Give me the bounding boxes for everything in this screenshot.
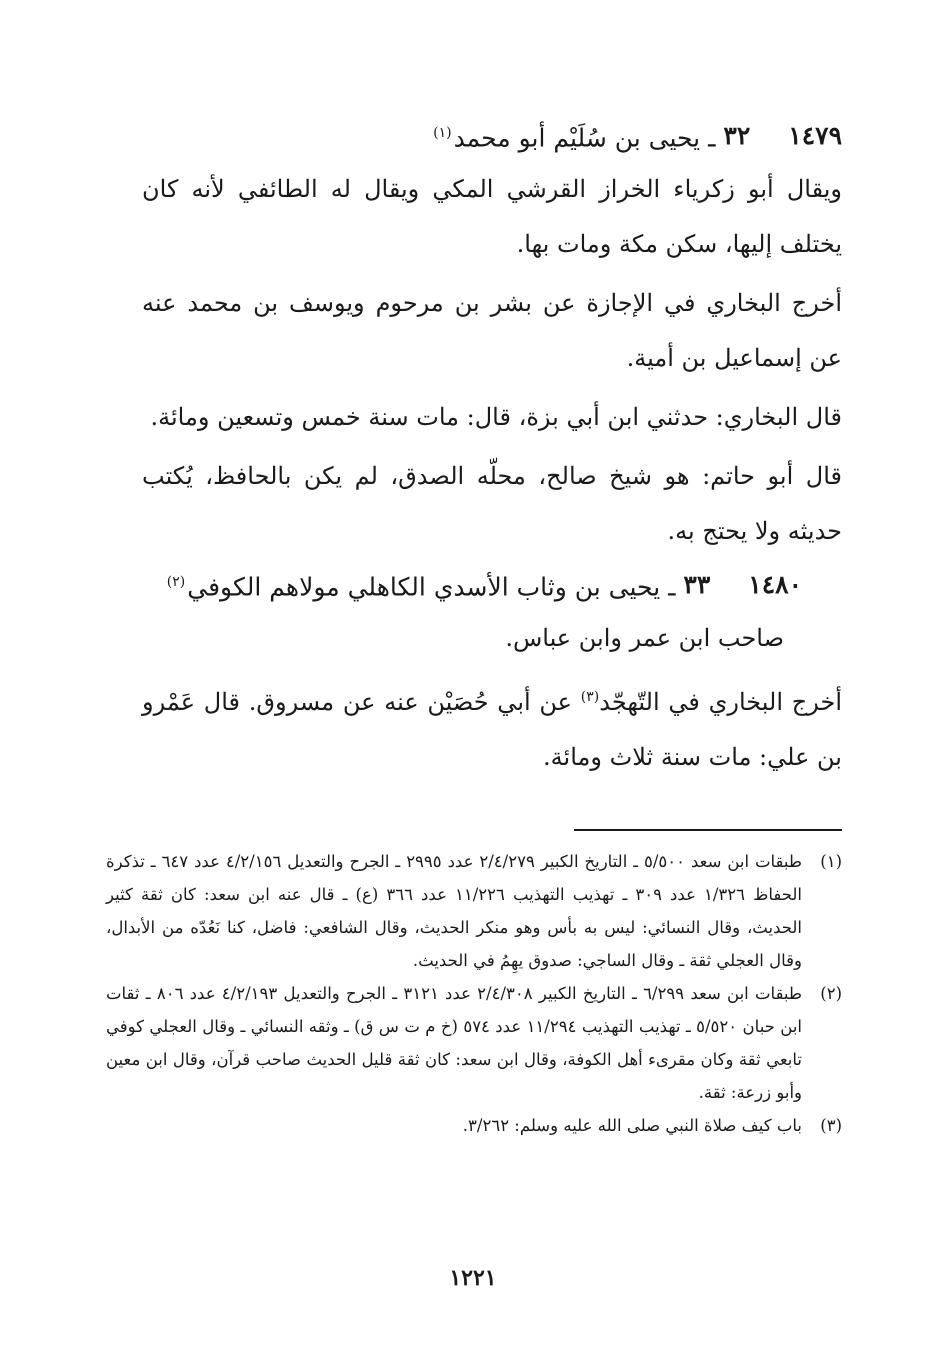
footnote-text: طبقات ابن سعد ٦/٢٩٩ ـ التاريخ الكبير ٢/٤/٣٠٨ عدد ٣١٢١ ـ الجرح والتعديل ٤/٢/١٩٣ عدد ٨٠٦ ـ ثقات ابن حبان ٥/٥٢٠ ـ تهذيب التهذيب ١١/٢٩٤ عدد ٥٧٤ (خ م ت س ق) ـ وثقه النسائي ـ وقال العجلي كوفي تابعي ثقة وكان مقرىء أهل الكوفة، وقال ابن سعد: كان ثقة قليل الحديث صاحب قرآن، وقال ابن معين وأبو زرعة: ثقة. [106,984,803,1102]
paragraph [142,670,842,785]
paragraph: قال أبو حاتم: هو شيخ صالح، محلّه الصدق، لم يكن بالحافظ، يُكتب حديثه ولا يحتج به. [142,462,842,545]
page-number: ١٢٢١ [449,1265,497,1291]
footnote-ref: (١) [433,125,452,142]
entry-local-number: ٣٢ [723,121,751,150]
footnote-mark: (٣) [820,1116,842,1135]
entry-local-number: ٣٣ [683,570,711,599]
paragraph: أخرج البخاري في الإجازة عن بشر بن مرحوم ويوسف بن محمد عنه عن إسماعيل بن أمية. [142,289,842,372]
footnote-divider [574,829,842,831]
entry-subtitle: صاحب ابن عمر وابن عباس. [505,624,784,652]
footnote-mark: (١) [820,852,842,871]
entry-global-number: ١٤٧٩ [788,121,842,150]
entry-heading [142,559,842,611]
paragraph-text: عن أبي حُصَيْن عنه عن مسروق. قال عَمْرو بن علي: مات سنة ثلاث ومائة. [142,688,842,771]
footnote-text: طبقات ابن سعد ٥/٥٠٠ ـ التاريخ الكبير ٢/٤/٢٧٩ عدد ٢٩٩٥ ـ الجرح والتعديل ٤/٢/١٥٦ عدد ٦٤٧ ـ تذكرة الحفاظ ١/٣٢٦ عدد ٣٠٩ ـ تهذيب التهذيب ١١/٢٢٦ عدد ٣٦٦ (ع) ـ قال عنه ابن سعد: كان ثقة كثير الحديث، وقال النسائي: ليس به بأس وهو منكر الحديث، وقال الشافعي: فاضل، كنا نَعُدّه من الأبدال، وقال العجلي ثقة ـ وقال الساجي: صدوق يهِمُ في الحديث. [106,852,803,970]
entry-title [167,556,676,613]
footnote [106,845,842,977]
footnote [106,977,842,1109]
entry-global-number: ١٤٨٠ [748,570,802,599]
entry-title-text: ـ يحيى بن وثاب الأسدي الكاهلي مولاهم الكوفي [187,572,676,602]
paragraph: ويقال أبو زكرياء الخراز القرشي المكي ويقال له الطائفي لأنه كان يختلف إليها، سكن مكة ومات بها. [142,175,842,258]
paragraph-text: أخرج البخاري في التّهجّد [599,688,842,716]
footnote-mark: (٢) [820,984,842,1003]
paragraph: قال البخاري: حدثني ابن أبي بزة، قال: مات سنة خمس وتسعين ومائة. [150,403,842,431]
footnote-text: باب كيف صلاة النبي صلى الله عليه وسلم: ٣/٢٦٢. [462,1116,802,1135]
entry-heading [142,110,842,162]
footnote [106,1109,842,1142]
footnote-ref: (٣) [580,689,600,705]
main-text [142,110,842,785]
footnote-ref: (٢) [166,574,186,591]
entry-title [433,107,715,164]
entry-title-text: ـ يحيى بن سُلَيْم أبو محمد [453,123,716,153]
footnotes [106,845,842,1142]
